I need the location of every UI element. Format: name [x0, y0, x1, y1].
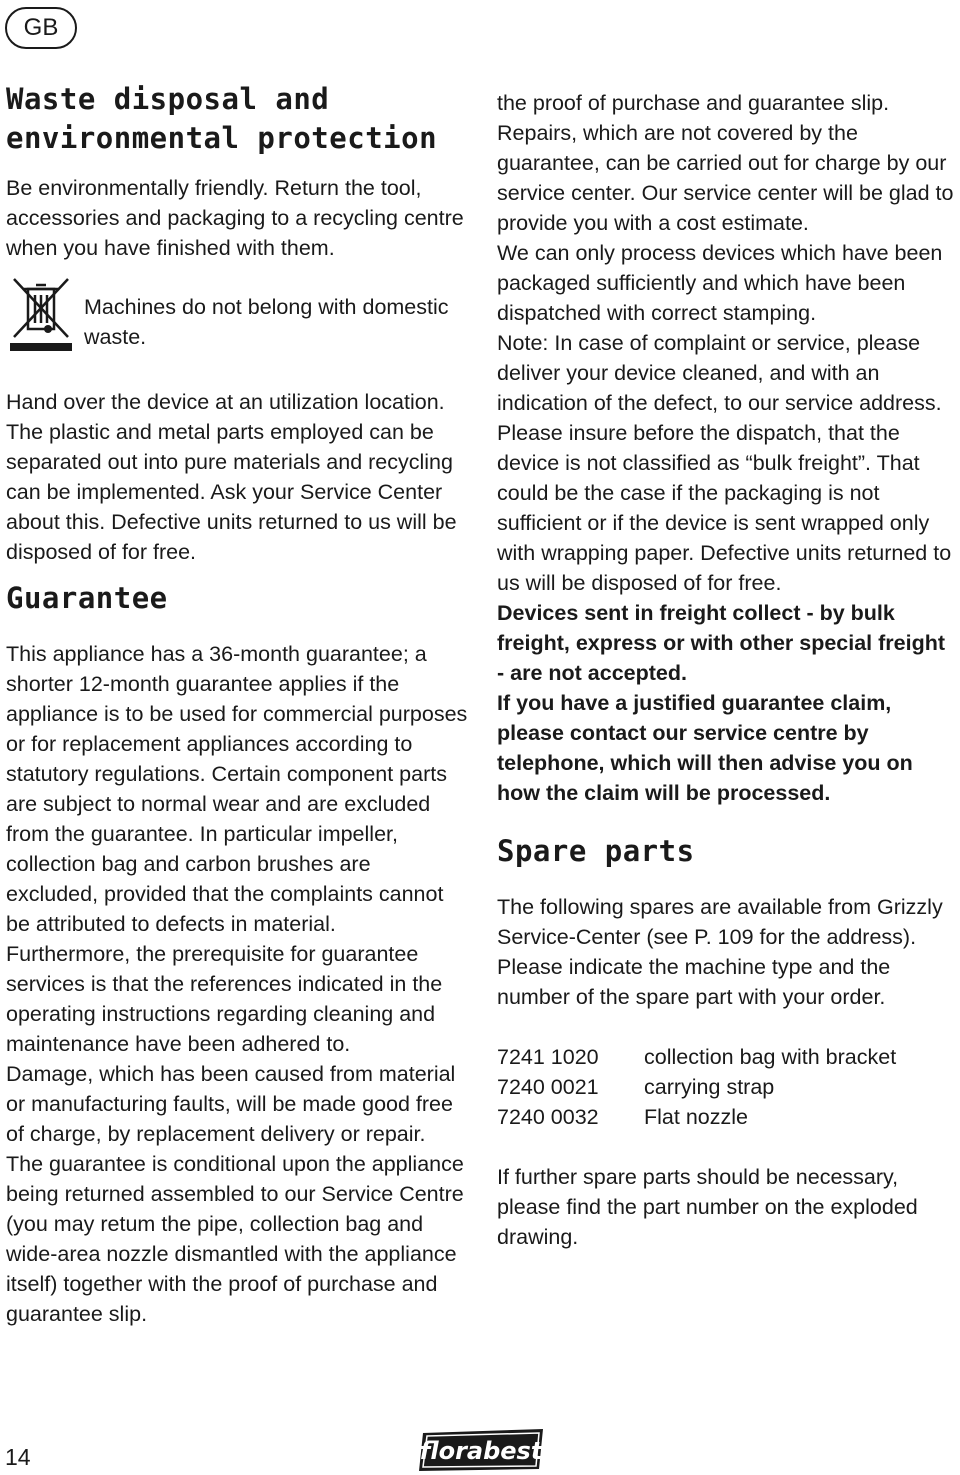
waste-heading-line1: Waste disposal and	[6, 82, 330, 116]
florabest-logo	[415, 1425, 549, 1473]
guarantee-heading: Guarantee	[6, 581, 168, 615]
table-row	[497, 1042, 896, 1072]
part-name: Flat nozzle	[644, 1105, 748, 1129]
crossed-out-bin-icon	[6, 277, 76, 357]
waste-intro: Be environmentally friendly. Return the tool, accessories and packaging to a recycling centre when you have finished with them.	[6, 176, 464, 260]
waste-disposal-heading	[6, 80, 468, 158]
weee-notice	[6, 277, 468, 357]
freight-collect-notice: Devices sent in freight collect - by bulk freight, express or with other special freight - are not accepted.	[497, 601, 946, 685]
part-name: carrying strap	[644, 1075, 775, 1099]
note-label: Note	[497, 331, 543, 355]
spare-parts-intro: The following spares are available from Grizzly Service-Center (see P. 109 for the address). Please indicate the machine type and the number of the spare part with your order.	[497, 895, 943, 1009]
part-number: 7240 0032	[497, 1105, 599, 1129]
guarantee-paragraph-3-continued: the proof of purchase and guarantee slip.	[497, 91, 890, 115]
logo-text: florabest	[419, 1437, 543, 1465]
table-row	[497, 1102, 896, 1132]
language-badge: GB	[5, 7, 77, 49]
left-column	[6, 80, 468, 1326]
weee-text: Machines do not belong with domestic waste.	[84, 295, 449, 349]
guarantee-paragraph-1: This appliance has a 36-month guarantee; a shorter 12-month guarantee applies if the appliance is to be used for commercial purposes or for replacement appliances according to statutory regulations. Certain component parts are subject to normal wear and are excluded from the guarantee. In particular impeller, collection bag and carbon brushes are excluded, provided that the complaints cannot be attributed to defects in material.	[6, 642, 468, 936]
table-row	[497, 1072, 896, 1102]
part-number: 7240 0021	[497, 1075, 599, 1099]
spare-parts-table	[497, 1042, 896, 1132]
waste-heading-line2: environmental protection	[6, 121, 438, 155]
guarantee-claim-notice: If you have a justified guarantee claim, please contact our service centre by telephone, which will then advise you on how the claim will be processed.	[497, 691, 913, 805]
guarantee-paragraph-3: Damage, which has been caused from material or manufacturing faults, will be made good free of charge, by replacement delivery or repair. The guarantee is conditional upon the appliance being returned assembled to our Service Centre (you may retum the pipe, collection bag and wide-area nozzle dismantled with the appliance itself) together with the proof of purchase and guarantee slip.	[6, 1062, 464, 1326]
guarantee-paragraph-2: Furthermore, the prerequisite for guarantee services is that the references indicated in the operating instructions regarding cleaning and maintenance have been adhered to.	[6, 942, 443, 1056]
page-number: 14	[5, 1444, 31, 1470]
part-name: collection bag with bracket	[644, 1045, 897, 1069]
part-number: 7241 1020	[497, 1045, 599, 1069]
note-text: : In case of complaint or service, please deliver your device cleaned, and with an indication of the defect, to our service address.	[497, 331, 942, 415]
waste-paragraph: Hand over the device at an utilization location. The plastic and metal parts employed can be separated out into pure materials and recycling can be implemented. Ask your Service Center about this. Defective units returned to us will be disposed of for free.	[6, 390, 457, 564]
right-column	[497, 88, 957, 1252]
guarantee-paragraph-5: We can only process devices which have been packaged sufficiently and which have been dispatched with correct stamping.	[497, 241, 943, 325]
guarantee-note	[497, 328, 957, 418]
guarantee-paragraph-4: Repairs, which are not covered by the guarantee, can be carried out for charge by our service center. Our service center will be glad to provide you with a cost estimate.	[497, 121, 954, 235]
spare-parts-outro: If further spare parts should be necessary, please find the part number on the exploded drawing.	[497, 1165, 918, 1249]
guarantee-paragraph-6: Please insure before the dispatch, that the device is not classified as “bulk freight”. That could be the case if the packaging is not sufficient or if the device is sent wrapped only with wrapping paper. Defective units returned to us will be disposed of for free.	[497, 421, 952, 595]
spare-parts-heading: Spare parts	[497, 834, 695, 868]
